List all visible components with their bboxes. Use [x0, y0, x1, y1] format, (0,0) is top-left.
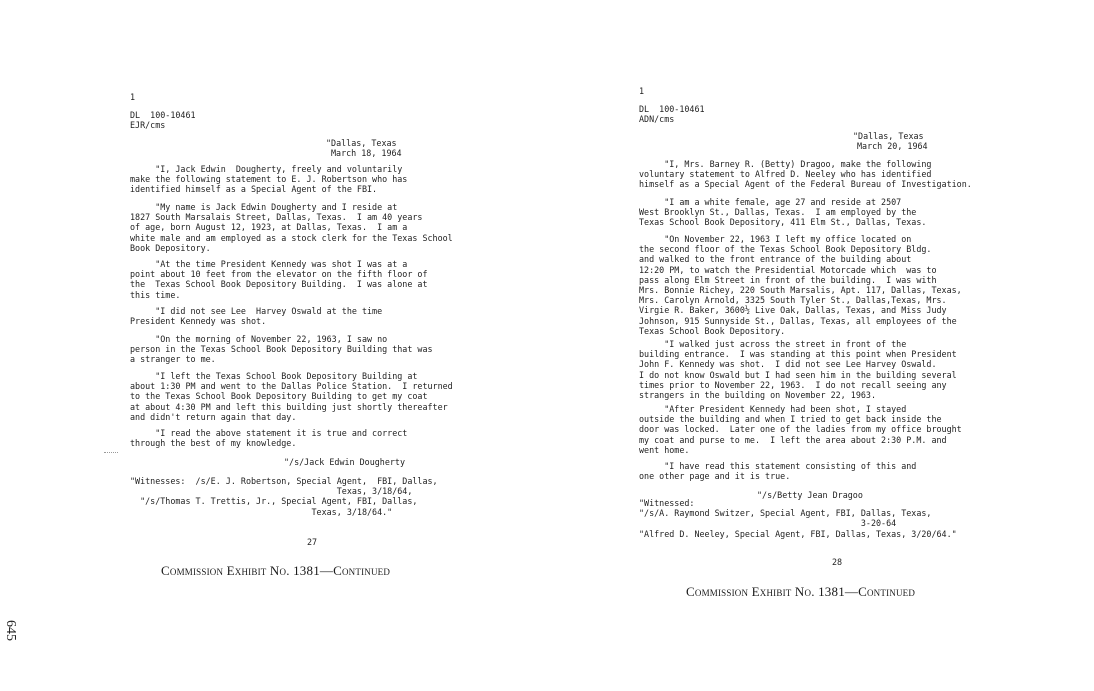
right-document-page [547, 0, 1094, 691]
signature: "/s/Betty Jean Dragoo [757, 490, 863, 500]
initials: ADN/cms [639, 114, 675, 124]
paragraph: "I am a white female, age 27 and reside at 2507 West Brooklyn St., Dallas, Texas. I am employed by the Texas School Book Depository, 411 Elm St., Dallas, Texas. [639, 197, 927, 228]
volume-page-number: 645 [3, 620, 18, 641]
ink-smudge [104, 452, 118, 459]
initials: EJR/cms [130, 120, 166, 130]
page-number: 28 [832, 557, 843, 567]
paragraph: "After President Kennedy had been shot, I stayed outside the building and when I tried to get back inside the door was locked. Later one of the ladies from my office brought my coat and purse to me. I left the area about 2:30 P.M. and went home. [639, 404, 962, 455]
signature: "/s/Jack Edwin Dougherty [284, 457, 406, 467]
paragraph: "I read the above statement it is true and correct through the best of my knowledge. [130, 428, 408, 449]
place: "Dallas, Texas [326, 138, 397, 148]
page-number: 27 [307, 537, 318, 547]
exhibit-caption: Commission Exhibit No. 1381—Continued [161, 563, 391, 578]
witnesses: "Witnessed: "/s/A. Raymond Switzer, Special Agent, FBI, Dallas, Texas, 3-20-64 "Alfred D. Neeley, Special Agent, FBI, Dallas, Texas, 3/20/64." [639, 498, 957, 539]
paragraph: "I did not see Lee Harvey Oswald at the time President Kennedy was shot. [130, 306, 383, 327]
file-number: DL 100-10461 [130, 110, 196, 120]
paragraph: "At the time President Kennedy was shot I was at a point about 10 feet from the elevator on the fifth floor of the Texas School Book Depository Building. I was alone at this time. [130, 259, 428, 300]
header-mark: 1 [639, 86, 645, 96]
paragraph: "I left the Texas School Book Depository Building at about 1:30 PM and went to the Dallas Police Station. I returned to the Texas School Book Depository Building to get my coat at about 4:30 PM and left this building just shortly thereafter and didn't return again that day. [130, 371, 453, 422]
paragraph: "On the morning of November 22, 1963, I saw no person in the Texas School Book Depository Building that was a stranger to me. [130, 334, 433, 365]
date: March 18, 1964 [331, 148, 402, 158]
witnesses: "Witnesses: /s/E. J. Robertson, Special Agent, FBI, Dallas, Texas, 3/18/64, "/s/Thomas T. Trettis, Jr., Special Agent, FBI, Dallas, Texas, 3/18/64." [130, 476, 438, 517]
date: March 20, 1964 [857, 141, 928, 151]
header-mark: 1 [130, 92, 136, 102]
paragraph: "I walked just across the street in front of the building entrance. I was standing at this point when President John F. Kennedy was shot. I did not see Lee Harvey Oswald. I do not know Oswald but I had seen him in the building several times prior to November 22, 1963. I do not recall seeing any strangers in the building on November 22, 1963. [639, 339, 957, 401]
file-number: DL 100-10461 [639, 104, 705, 114]
paragraph: "I, Mrs. Barney R. (Betty) Dragoo, make the following voluntary statement to Alfred D. Neeley who has identified himself as a Special Agent of the Federal Bureau of Investigation. [639, 159, 972, 190]
paragraph: "I have read this statement consisting of this and one other page and it is true. [639, 461, 917, 482]
place: "Dallas, Texas [853, 131, 924, 141]
paragraph: "I, Jack Edwin Dougherty, freely and voluntarily make the following statement to E. J. Robertson who has identified himself as a Special Agent of the FBI. [130, 164, 408, 195]
paragraph: "On November 22, 1963 I left my office located on the second floor of the Texas School Book Depository Bldg. and walked to the front entrance of the building about 12:20 PM, to watch the Presidential Motorcade which was to pass along Elm Street in front of the building. I was with Mrs. Bonnie Richey, 220 South Marsalis, Apt. 117, Dallas, Texas, Mrs. Carolyn Arnold, 3325 South Tyler St., Dallas,Texas, Mrs. Virgie R. Baker, 3600½ Live Oak, Dallas, Texas, and Miss Judy Johnson, 915 Sunnyside St., Dallas, Texas, all employees of the Texas School Book Depository. [639, 234, 962, 336]
exhibit-caption: Commission Exhibit No. 1381—Continued [686, 584, 916, 599]
paragraph: "My name is Jack Edwin Dougherty and I reside at 1827 South Marsalais Street, Dallas, Texas. I am 40 years of age, born August 12, 1923, at Dallas, Texas. I am a white male and am employed as a stock clerk for the Texas School Book Depository. [130, 202, 453, 253]
